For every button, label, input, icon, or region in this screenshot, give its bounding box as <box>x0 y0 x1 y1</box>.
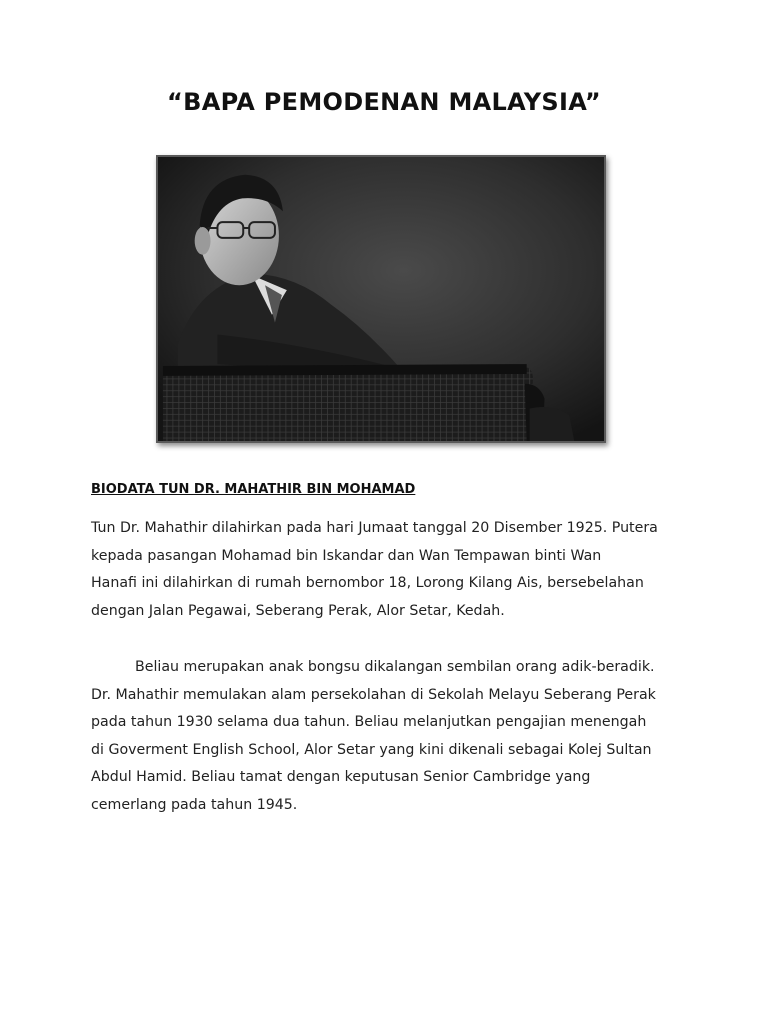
paragraph-line: Abdul Hamid. Beliau tamat dengan keputusan Senior Cambridge yang <box>91 769 591 785</box>
paragraph-2 <box>91 654 691 819</box>
paragraph-line: cemerlang pada tahun 1945. <box>91 796 298 813</box>
paragraph-line: Beliau merupakan anak bongsu dikalangan sembilan orang adik-beradik. <box>135 659 655 675</box>
page-title: “BAPA PEMODENAN MALAYSIA” <box>167 88 601 116</box>
paragraph-line: Dr. Mahathir memulakan alam persekolahan di Sekolah Melayu Seberang Perak <box>91 686 656 703</box>
paragraph-line: Tun Dr. Mahathir dilahirkan pada hari Jumaat tanggal 20 Disember 1925. Putera <box>91 520 658 536</box>
section-heading: BIODATA TUN DR. MAHATHIR BIN MOHAMAD <box>91 482 416 497</box>
portrait-photo <box>156 155 606 443</box>
paragraph-1 <box>91 515 691 625</box>
paragraph-line: dengan Jalan Pegawai, Seberang Perak, Alor Setar, Kedah. <box>91 602 505 619</box>
paragraph-line: Hanafi ini dilahirkan di rumah bernombor 18, Lorong Kilang Ais, bersebelahan <box>91 575 644 591</box>
paragraph-line: pada tahun 1930 selama dua tahun. Beliau melanjutkan pengajian menengah <box>91 714 647 730</box>
paragraph-line: kepada pasangan Mohamad bin Iskandar dan Wan Tempawan binti Wan <box>91 547 602 564</box>
paragraph-line: di Goverment English School, Alor Setar yang kini dikenali sebagai Kolej Sultan <box>91 741 652 758</box>
